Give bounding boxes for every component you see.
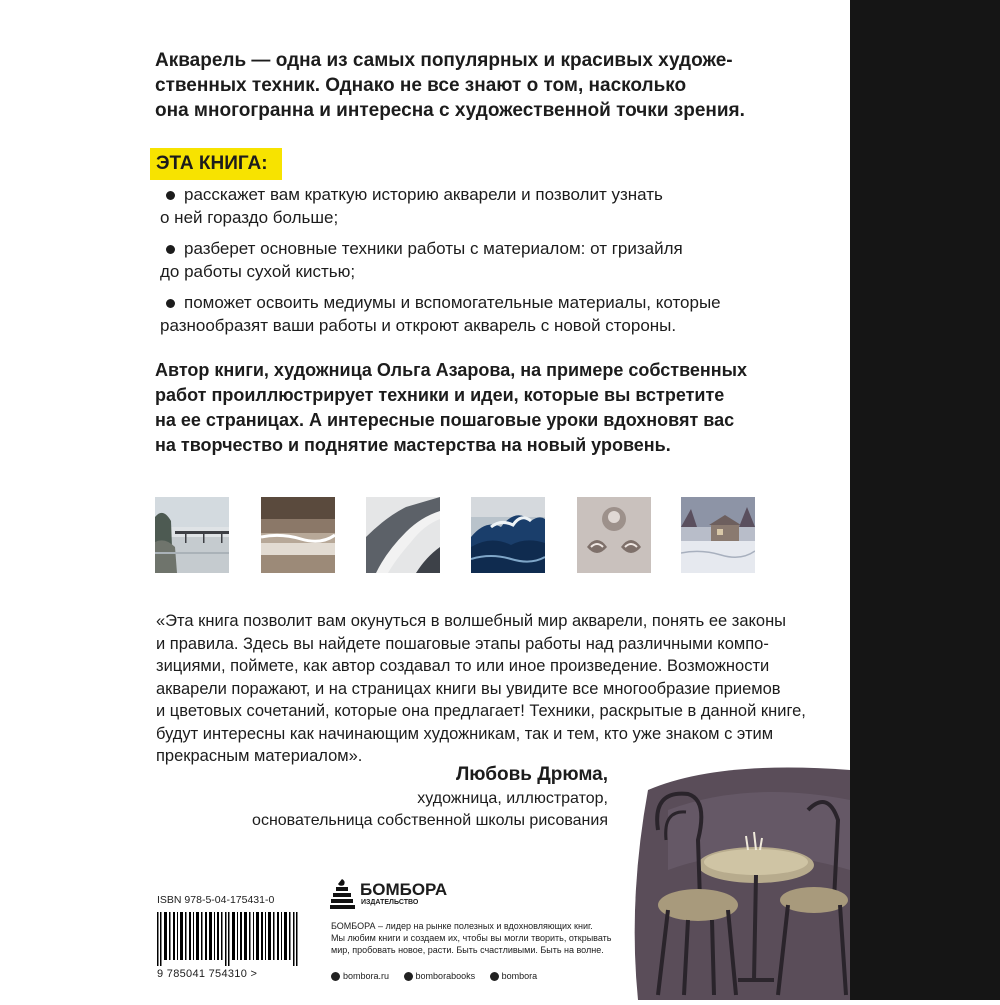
quote-line: и цветовых сочетаний, которые она предлагает! Техники, раскрытые в данной книге,: [156, 702, 806, 720]
intro-line: она многогранна и интересна с художественной точки зрения.: [155, 100, 745, 121]
feature-item: [160, 183, 800, 229]
feature-line: поможет освоить медиумы и вспомогательные материалы, которые: [184, 293, 721, 312]
intro-line: ственных техник. Однако не все знают о том, насколько: [155, 75, 687, 96]
author-line: на творчество и поднятие мастерства на новый уровень.: [155, 435, 671, 455]
feature-line: разнообразят ваши работы и откроют акварель с новой стороны.: [160, 316, 677, 335]
quote-line: и правила. Здесь вы найдете пошаговые этапы работы над различными компо-: [156, 634, 769, 653]
thumbnail-grisaille: [261, 497, 335, 573]
publisher-logo: [330, 877, 460, 917]
bombora-logo-icon: [330, 877, 356, 911]
thumbnail-winter-house: [681, 497, 755, 573]
publisher-subtitle: ИЗДАТЕЛЬСТВО: [361, 899, 419, 906]
feature-item: [160, 237, 800, 283]
social-label: bomborabooks: [415, 970, 476, 981]
feature-line: расскажет вам краткую историю акварели и позволит узнать: [184, 185, 663, 204]
bullet-dot-icon: [166, 299, 175, 308]
social-label: bombora: [501, 970, 538, 981]
author-line: на ее страницах. А интересные пошаговые уроки вдохновят вас: [155, 410, 735, 430]
book-spine: [850, 0, 1000, 1000]
social-label: bombora.ru: [343, 970, 390, 981]
publisher-socials: [331, 969, 549, 982]
author-line: работ проиллюстрирует техники и идеи, которые вы встретите: [155, 385, 725, 405]
feature-line: разберет основные техники работы с материалом: от гризайля: [184, 239, 683, 258]
feature-line: о ней гораздо больше;: [160, 208, 339, 227]
intro-line: Акварель — одна из самых популярных и красивых художе-: [155, 50, 733, 71]
thumbnail-ink-river: [366, 497, 440, 573]
vk-icon: [404, 972, 413, 981]
quote-line: прекрасным материалом».: [156, 747, 363, 765]
globe-icon: [331, 972, 340, 981]
social-vk[interactable]: [404, 970, 476, 982]
publisher-description: [331, 920, 631, 956]
quote-line: будут интересны как начинающим художникам, так и тем, кто уже знаком с этим: [156, 724, 774, 743]
publisher-line: мир, пробовать новое, расти. Быть счастливыми. Быть на волне.: [331, 945, 604, 955]
review-quote: [156, 610, 806, 768]
author-paragraph: [155, 358, 815, 458]
reviewer-name: Любовь Дрюма,: [455, 764, 608, 785]
bullet-dot-icon: [166, 245, 175, 254]
thumbnail-pier: [155, 497, 229, 573]
quote-signature: [252, 762, 608, 832]
bullet-dot-icon: [166, 191, 175, 200]
feature-item: [160, 291, 800, 337]
publisher-line: БОМБОРА – лидер на рынке полезных и вдохновляющих книг.: [331, 921, 593, 931]
this-book-badge: [150, 148, 282, 180]
publisher-line: Мы любим книги и создаем их, чтобы вы могли творить, открывать: [331, 933, 612, 943]
author-line: Автор книги, художница Ольга Азарова, на примере собственных: [155, 360, 748, 380]
intro-paragraph: [155, 48, 815, 123]
sample-artworks: [0, 497, 850, 573]
cafe-chairs-painting: [628, 750, 850, 1000]
barcode-digits: 9 785041 754310 >: [157, 968, 258, 980]
thumbnail-ornament: [577, 497, 651, 573]
isbn-text: ISBN 978-5-04-175431-0: [157, 894, 275, 906]
feature-list: [160, 183, 800, 345]
thumbnail-wave: [471, 497, 545, 573]
quote-line: «Эта книга позволит вам окунуться в волшебный мир акварели, понять ее законы: [156, 612, 787, 630]
publisher-name: БОМБОРА: [360, 880, 448, 899]
barcode-icon: [157, 912, 303, 966]
isbn-block: [157, 894, 319, 984]
reviewer-role: художница, иллюстратор,: [417, 790, 608, 807]
quote-line: зициями, поймете, как автор создавал то или иное произведение. Возможности: [156, 657, 770, 675]
social-telegram[interactable]: [490, 970, 538, 982]
telegram-icon: [490, 972, 499, 981]
badge-label: ЭТА КНИГА:: [156, 153, 268, 174]
quote-line: акварели поражают, и на страницах книги вы увидите все многообразие приемов: [156, 679, 781, 698]
feature-line: до работы сухой кистью;: [160, 262, 356, 281]
reviewer-role: основательница собственной школы рисования: [252, 812, 608, 829]
social-website[interactable]: [331, 970, 389, 982]
